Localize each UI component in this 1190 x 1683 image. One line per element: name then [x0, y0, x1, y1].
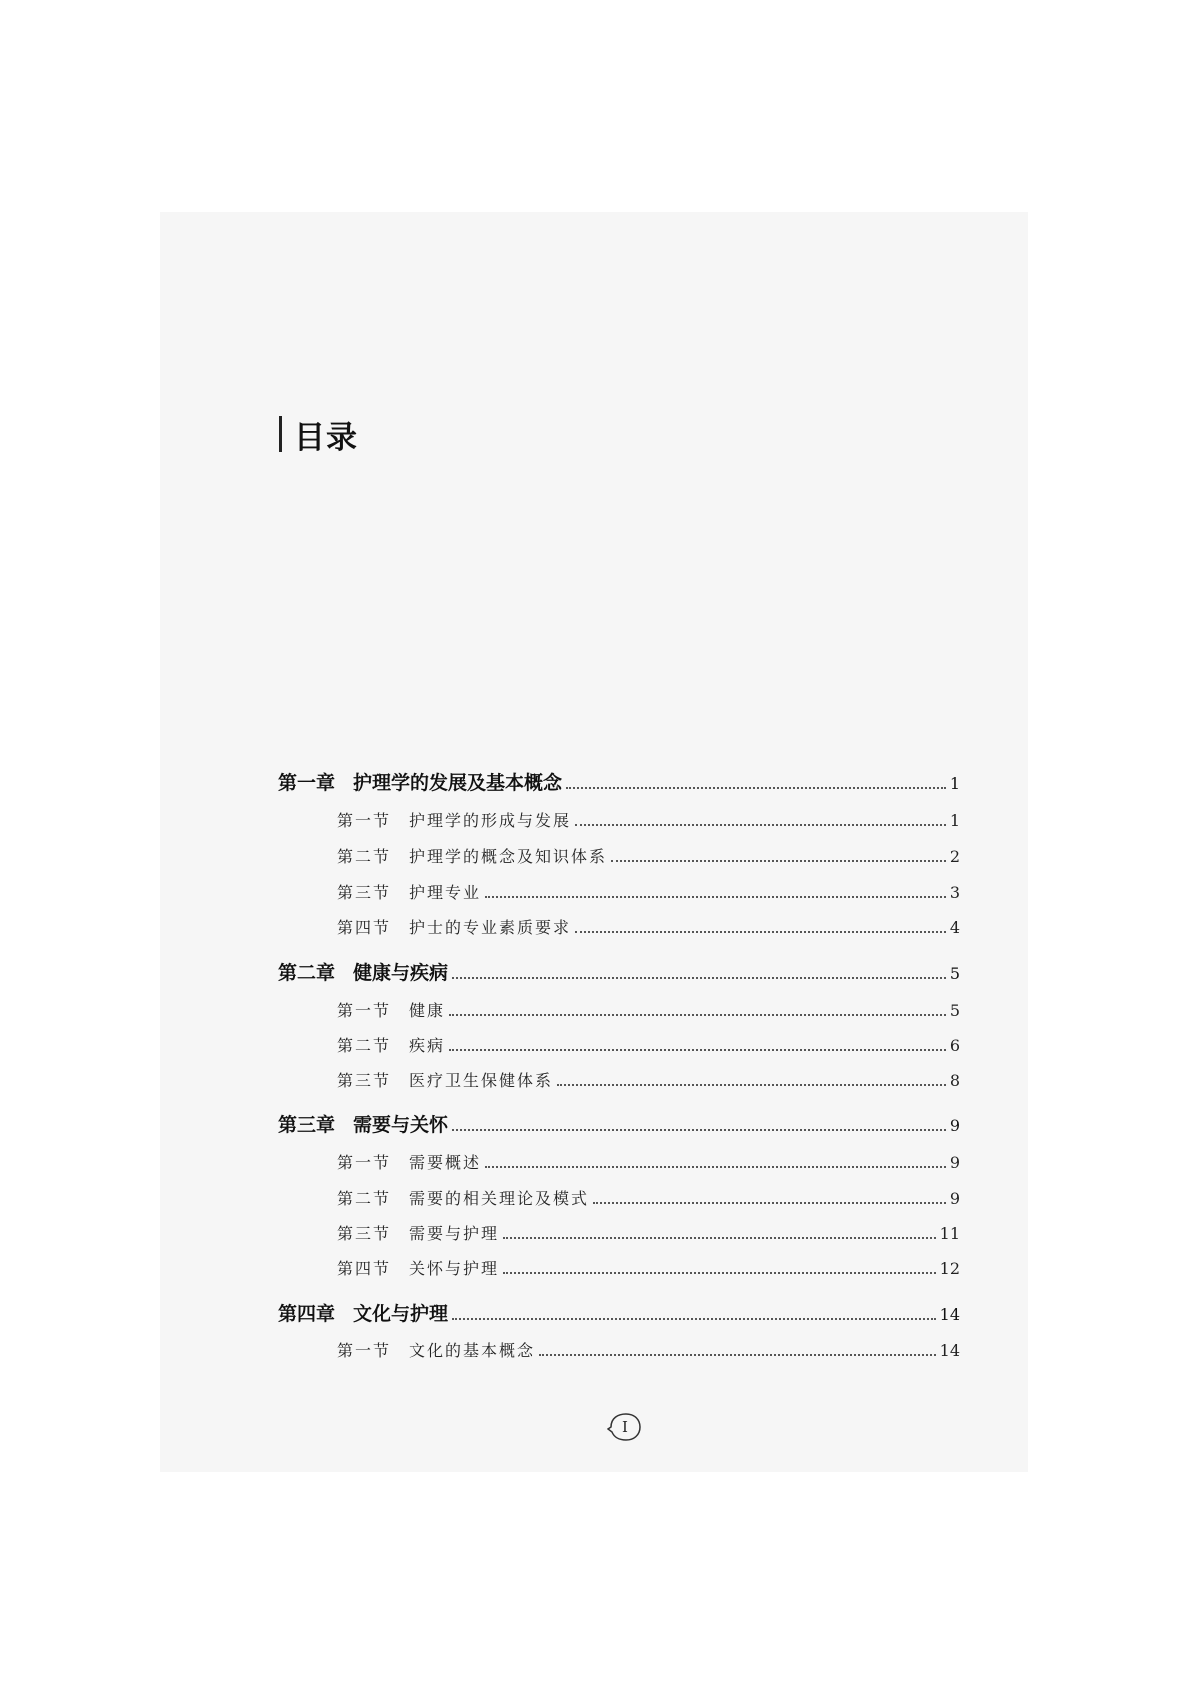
section-number: 第三节	[337, 883, 392, 902]
toc-section-row[interactable]	[278, 880, 960, 903]
toc-section-row[interactable]	[278, 998, 960, 1021]
section-title: 护理学的形成与发展	[409, 811, 572, 830]
chapter-title: 需要与关怀	[353, 1114, 449, 1136]
section-title: 护理专业	[409, 883, 482, 902]
dot-leader	[485, 1166, 946, 1168]
dot-leader	[503, 1237, 936, 1239]
dot-leader	[575, 824, 946, 826]
toc-page-number: 11	[939, 1224, 960, 1243]
toc-page-number: 2	[949, 847, 960, 866]
chapter-number: 第一章	[278, 772, 336, 794]
chapter-number: 第三章	[278, 1114, 336, 1136]
toc-page-number: 12	[939, 1259, 960, 1278]
section-title: 护理学的概念及知识体系	[409, 847, 608, 866]
dot-leader	[611, 860, 946, 862]
section-number: 第二节	[337, 1189, 392, 1208]
toc-chapter-row[interactable]	[278, 958, 960, 985]
section-number: 第一节	[337, 1341, 392, 1360]
toc-page-number: 3	[949, 883, 960, 902]
page-number-text: I	[622, 1418, 628, 1436]
toc-chapter-row[interactable]	[278, 768, 960, 795]
page-title: 目录	[294, 419, 358, 456]
section-number: 第一节	[337, 1001, 392, 1020]
toc-page-number: 6	[949, 1036, 960, 1055]
dot-leader	[452, 1318, 936, 1320]
toc-section-row[interactable]	[278, 808, 960, 831]
dot-leader	[539, 1354, 936, 1356]
toc-section-row[interactable]	[278, 1068, 960, 1091]
chapter-number: 第二章	[278, 962, 336, 984]
dot-leader	[449, 1014, 946, 1016]
toc-section-row[interactable]	[278, 1338, 960, 1361]
dot-leader	[575, 931, 946, 933]
section-title: 健康	[409, 1001, 446, 1020]
toc-section-row[interactable]	[278, 1221, 960, 1244]
dot-leader	[449, 1049, 946, 1051]
toc-page-number: 9	[949, 1153, 960, 1172]
toc-page-number: 14	[939, 1305, 960, 1324]
toc-section-row[interactable]	[278, 1033, 960, 1056]
toc-heading	[279, 415, 358, 456]
section-title: 需要概述	[409, 1153, 482, 1172]
page-background	[160, 212, 1028, 1472]
dot-leader	[485, 896, 946, 898]
section-number: 第四节	[337, 1259, 392, 1278]
section-number: 第一节	[337, 811, 392, 830]
toc-section-row[interactable]	[278, 1256, 960, 1279]
toc-page-number: 1	[949, 811, 960, 830]
chapter-title: 护理学的发展及基本概念	[353, 772, 563, 794]
chapter-number: 第四章	[278, 1303, 336, 1325]
toc-page-number: 4	[949, 918, 960, 937]
toc-page-number: 5	[949, 964, 960, 983]
section-number: 第三节	[337, 1224, 392, 1243]
dot-leader	[452, 977, 946, 979]
section-title: 文化的基本概念	[409, 1341, 536, 1360]
section-number: 第二节	[337, 847, 392, 866]
dot-leader	[452, 1129, 946, 1131]
section-number: 第一节	[337, 1153, 392, 1172]
section-title: 疾病	[409, 1036, 446, 1055]
dot-leader	[593, 1202, 946, 1204]
dot-leader	[557, 1084, 946, 1086]
section-number: 第三节	[337, 1071, 392, 1090]
toc-page-number: 5	[949, 1001, 960, 1020]
toc-section-row[interactable]	[278, 1150, 960, 1173]
chapter-title: 文化与护理	[353, 1303, 449, 1325]
page-number	[607, 1412, 643, 1442]
toc-chapter-row[interactable]	[278, 1299, 960, 1326]
section-number: 第四节	[337, 918, 392, 937]
section-title: 需要的相关理论及模式	[409, 1189, 590, 1208]
toc-section-row[interactable]	[278, 915, 960, 938]
section-title: 医疗卫生保健体系	[409, 1071, 554, 1090]
section-title: 需要与护理	[409, 1224, 500, 1243]
heading-bar	[279, 416, 282, 452]
chapter-title: 健康与疾病	[353, 962, 449, 984]
toc-section-row[interactable]	[278, 1186, 960, 1209]
dot-leader	[503, 1272, 936, 1274]
toc-page-number: 9	[949, 1116, 960, 1135]
dot-leader	[566, 787, 946, 789]
toc-chapter-row[interactable]	[278, 1110, 960, 1137]
section-number: 第二节	[337, 1036, 392, 1055]
section-title: 关怀与护理	[409, 1259, 500, 1278]
toc-page-number: 1	[949, 774, 960, 793]
section-title: 护士的专业素质要求	[409, 918, 572, 937]
toc-page-number: 9	[949, 1189, 960, 1208]
toc-page-number: 14	[939, 1341, 960, 1360]
toc-section-row[interactable]	[278, 844, 960, 867]
toc-page-number: 8	[949, 1071, 960, 1090]
